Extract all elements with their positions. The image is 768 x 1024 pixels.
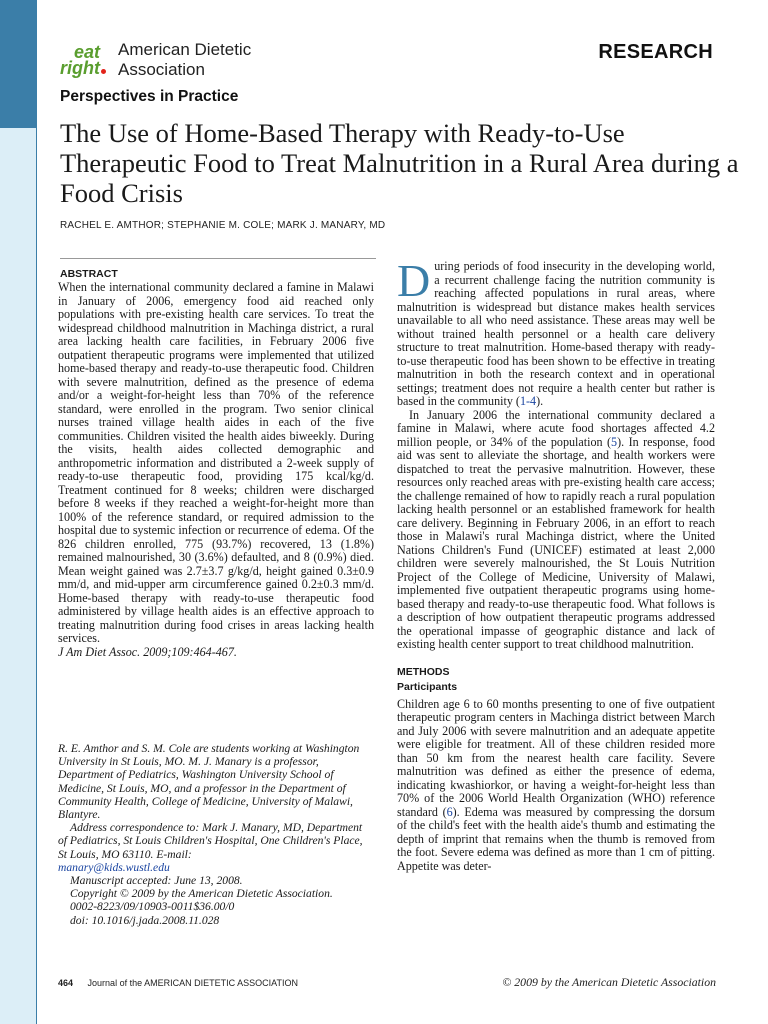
article-kicker: Perspectives in Practice <box>60 88 239 105</box>
abstract-rule <box>60 258 376 259</box>
article-code: 0002-8223/09/10903-0011$36.00/0 <box>70 900 235 914</box>
abstract-citation: J Am Diet Assoc. 2009;109:464-467. <box>58 644 237 659</box>
journal-name: Journal of the AMERICAN DIETETIC ASSOCIATION <box>87 978 298 988</box>
logo-right-text: right <box>60 59 106 77</box>
reference-link[interactable]: 6 <box>446 804 453 819</box>
right-column <box>397 255 716 873</box>
footer-copyright: © 2009 by the American Dietetic Association <box>502 975 716 989</box>
manuscript-accepted: Manuscript accepted: June 13, 2008. <box>70 874 243 888</box>
article-doi: doi: 10.1016/j.jada.2008.11.028 <box>70 913 220 927</box>
intro-paragraph-2: In January 2006 the international community declared a famine in Malawi, where acute food shortages affected 4.2 million people, or 34% of the population (5). In response, food aid was sent to alleviate the shortage, and health workers were dispatched to treat the pervasive malnutrition. However, these resources only reached areas with pre-existing health care access; the challenge remained of how to rapidly reach a rural population lacking health personnel or an established framework for health care delivery. Beginning in February 2006, in an effort to reach those in Malawi's rural Machinga district, where the United Nations Children's Fund (UNICEF) estimated at least 2,000 children were severely malnourished, the St Louis Nutrition Project of the College of Medicine, University of Malawi, implemented five outpatient therapeutic programs using home-based therapy and ready-to-use therapeutic food. What follows is a description of how outpatient therapeutic programs addressed the operational impasse of geographic distance and lack of existing health center support to treat childhood malnutrition. <box>397 407 716 651</box>
copyright-note: Copyright © 2009 by the American Dietetic Association. <box>70 887 333 901</box>
page-number: 464 <box>58 978 74 988</box>
page-sidebar <box>0 0 36 1024</box>
logo-org-line2: Association <box>118 60 205 79</box>
participants-subheading: Participants <box>397 681 458 693</box>
page-footer <box>58 978 298 988</box>
drop-cap: D <box>397 255 431 306</box>
sidebar-accent-block <box>0 0 36 128</box>
abstract-heading: ABSTRACT <box>60 268 118 280</box>
abstract-body: When the international community declared a famine in Malawi in January of 2006, emergency food aid reached only populations with pre-existing health care services. To treat the widespread childhood malnutrition in Machinga district, a rural area lacking health care facilities, in February 2006 five outpatient therapeutic programs were implemented that utilized home-based therapy and ready-to-use therapeutic food. Children with severe malnutrition, defined as the presence of edema and/or a weight-for-height less than 70% of the reference standard, were enrolled in the program. Two senior clinical nurses trained village health aides in each of the five communities. Children visited the health aides biweekly. During the visits, health aides collected demographic and anthropometric information and distributed a 2-week supply of ready-to-use therapeutic food, providing 175 kcal/kg/d. Treatment continued for 8 weeks; children were discharged before 8 weeks if they reached a weight-for-height more than 100% of the reference standard, or required admission to the hospital due to systemic infection or recurrence of edema. Of the 826 children enrolled, 775 (93.7%) recovered, 13 (1.8%) remained malnourished, 30 (3.6%) defaulted, and 8 (0.9%) died. Mean weight gained was 2.7±3.7 g/kg/d, height gained 0.3±0.9 mm/d, and mid-upper arm circumference gained 0.2±0.3 mm/d. Home-based therapy with ready-to-use therapeutic food administered by village health aides is an effective approach to treating malnutrition during food crises in areas lacking health services. <box>58 280 374 645</box>
intro-paragraph-1: During periods of food insecurity in the developing world, a recurrent challenge facing the nutrition community is reaching affected populations in rural areas, where malnutrition is widespread but distance makes health services unavailable to all who need assistance. These areas may well be without trained health personnel or a health care delivery structure to treat malnutrition. Home-based therapy with ready-to-use therapeutic food has been shown to be effective in treating malnutrition in both the research context and in operational settings; treatment does not require a health center but rather is based in the community (1-4). <box>397 255 715 408</box>
sidebar-edge-line <box>36 0 37 1024</box>
abstract-block <box>58 281 374 659</box>
logo-eat-text: eat <box>74 42 101 62</box>
section-label: RESEARCH <box>598 41 713 63</box>
reference-link[interactable]: 1-4 <box>519 394 537 408</box>
logo-red-dot <box>101 69 106 74</box>
methods-heading: METHODS <box>397 665 450 678</box>
author-note-affiliations: R. E. Amthor and S. M. Cole are students working at Washington University in St Louis, MO. M. J. Manary is a professor, Department of Pediatrics, Washington University School of Medicine, St Louis, MO, and a professor in the Department of Community Health, College of Medicine, University of Malawi, Blantyre. <box>58 742 360 822</box>
ada-logo <box>60 40 300 82</box>
author-note-correspondence: Address correspondence to: Mark J. Manary, MD, Department of Pediatrics, St Louis Children's Hospital, One Children's Place, St Louis, MO 63110. E-mail: manary@kids.wustl.edu <box>58 821 363 874</box>
email-link[interactable]: manary@kids.wustl.edu <box>58 860 170 874</box>
logo-org-line1: American Dietetic <box>118 40 252 59</box>
author-note <box>58 742 374 927</box>
methods-paragraph-1: Children age 6 to 60 months presenting to one of five outpatient therapeutic program centers in Machinga district between March and July 2006 with severe malnutrition and an adequate appetite were eligible for treatment. All of these children resided more than 50 km from the nearest health care facility. Severe malnutrition was defined as either the presence of edema, indicating kwashiorkor, or having a weight-for-height less than 70% of the 2006 World Health Organization (WHO) reference standard (6). Edema was measured by compressing the dorsum of the child's feet with the health aide's thumb and estimating the depth of imprint that remains when the thumb is removed from the foot. Severe edema was defined as more than 1 cm of pitting. Appetite was deter- <box>397 696 715 873</box>
reference-link[interactable]: 5 <box>611 434 618 449</box>
article-title: The Use of Home-Based Therapy with Ready-to-Use Therapeutic Food to Treat Malnutrition in a Rural Area during a Food Crisis <box>60 118 739 208</box>
article-authors: RACHEL E. AMTHOR; STEPHANIE M. COLE; MARK J. MANARY, MD <box>60 220 386 231</box>
